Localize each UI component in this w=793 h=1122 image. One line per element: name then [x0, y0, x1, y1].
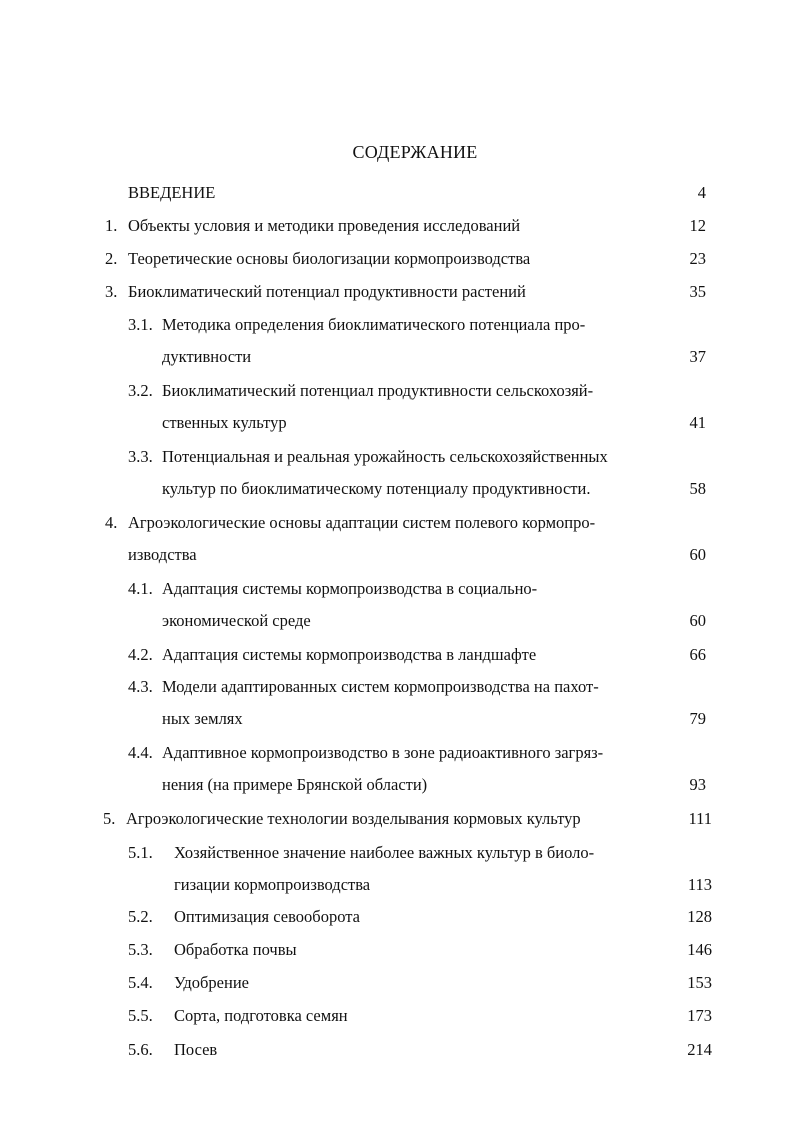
toc-entry-page: 146: [687, 940, 712, 959]
toc-entry-text: Объекты условия и методики проведения исследований: [128, 216, 521, 235]
toc-entry-page: 60: [689, 611, 706, 630]
toc-entry-continuation: гизации кормопроизводства: [174, 875, 371, 894]
toc-entry-page: 12: [689, 216, 706, 235]
toc-entry-text: Методика определения биоклиматического потенциала про-: [162, 315, 586, 334]
toc-entry-text: Оптимизация севооборота: [174, 907, 360, 926]
toc-entry-number: 3.: [105, 282, 118, 301]
toc-entry-text: Агроэкологические основы адаптации систем полевого кормопро-: [128, 513, 596, 532]
toc-entry-continuation: дуктивности: [162, 347, 252, 366]
toc-entry-number: 5.: [103, 809, 116, 828]
toc-entry-page: 58: [689, 479, 706, 498]
toc-entry-text: Сорта, подготовка семян: [174, 1006, 348, 1025]
toc-entry-text: Теоретические основы биологизации кормопроизводства: [128, 249, 531, 268]
toc-entry-continuation: нения (на примере Брянской области): [162, 775, 428, 794]
toc-entry-text: Хозяйственное значение наиболее важных культур в биоло-: [174, 843, 595, 862]
toc-entry-number: 5.3.: [128, 940, 153, 959]
toc-entry-text: Биоклиматический потенциал продуктивности сельскохозяй-: [162, 381, 594, 400]
toc-entry-page: 23: [689, 249, 706, 268]
toc-entry-text: Удобрение: [174, 973, 249, 992]
toc-entry-page: 60: [689, 545, 706, 564]
toc-entry-text: Биоклиматический потенциал продуктивности растений: [128, 282, 526, 301]
toc-entry-text: Модели адаптированных систем кормопроизводства на пахот-: [162, 677, 599, 696]
toc-entry-number: 5.6.: [128, 1040, 153, 1059]
toc-entry-page: 93: [689, 775, 706, 794]
toc-entry-text: Адаптация системы кормопроизводства в ландшафте: [162, 645, 537, 664]
toc-entry-text: Агроэкологические технологии возделывания кормовых культур: [126, 809, 581, 828]
toc-entry-continuation: культур по биоклиматическому потенциалу продуктивности.: [162, 479, 591, 498]
toc-entry-text: Адаптация системы кормопроизводства в социально-: [162, 579, 538, 598]
toc-entry-page: 173: [687, 1006, 712, 1025]
toc-entry-number: 5.4.: [128, 973, 153, 992]
toc-entry-continuation: ственных культур: [162, 413, 287, 432]
toc-entry-number: 4.: [105, 513, 118, 532]
toc-entry-page: 79: [689, 709, 706, 728]
toc-entry-page: 66: [689, 645, 706, 664]
toc-entry-continuation: изводства: [128, 545, 197, 564]
toc-entry-number: 4.1.: [128, 579, 153, 598]
toc-entry-number: 1.: [105, 216, 118, 235]
toc-entry-page: 153: [687, 973, 712, 992]
toc-entry-page: 35: [689, 282, 706, 301]
toc-entry-continuation: экономической среде: [162, 611, 311, 630]
toc-entry-number: 5.2.: [128, 907, 153, 926]
toc-intro-label: ВВЕДЕНИЕ: [128, 183, 216, 202]
toc-entry-number: 3.2.: [128, 381, 153, 400]
toc-entry-continuation: ных землях: [162, 709, 243, 728]
toc-entry-number: 4.3.: [128, 677, 153, 696]
toc-entry-number: 4.4.: [128, 743, 153, 762]
toc-intro-page: 4: [697, 183, 706, 202]
toc-entry-page: 41: [689, 413, 706, 432]
toc-entry-number: 5.5.: [128, 1006, 153, 1025]
toc-entry-text: Адаптивное кормопроизводство в зоне радиоактивного загряз-: [162, 743, 604, 762]
toc-entry-text: Обработка почвы: [174, 940, 297, 959]
toc-entry-page: 214: [687, 1040, 712, 1059]
toc-entry-page: 128: [687, 907, 712, 926]
toc-entry-number: 3.1.: [128, 315, 153, 334]
toc-entry-text: Потенциальная и реальная урожайность сельскохозяйственных: [162, 447, 608, 466]
toc-entry-number: 3.3.: [128, 447, 153, 466]
toc-entry-page: 113: [687, 875, 712, 894]
toc-entry-number: 4.2.: [128, 645, 153, 664]
toc-entry-page: 111: [688, 809, 712, 828]
toc-entry-number: 5.1.: [128, 843, 153, 862]
toc-entry-number: 2.: [105, 249, 118, 268]
page-title: СОДЕРЖАНИЕ: [352, 142, 478, 162]
toc-entry-page: 37: [689, 347, 706, 366]
toc-entry-text: Посев: [174, 1040, 218, 1059]
